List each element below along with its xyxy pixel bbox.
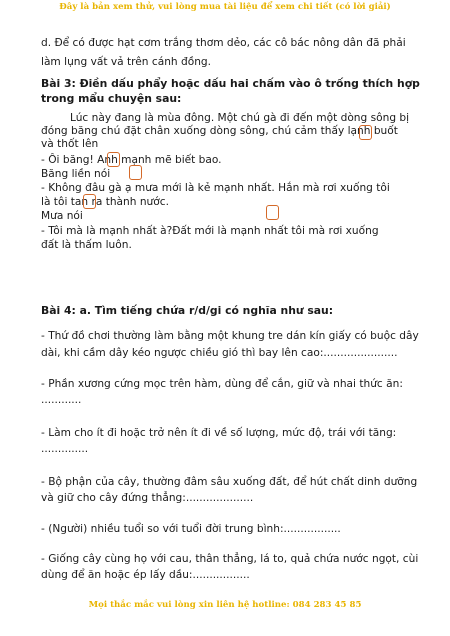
hotline-footer: Mọi thắc mắc vui lòng xin liên hệ hotline: 084 283 45 85: [88, 600, 362, 610]
bai4-item-line: và giữ cho cây đứng thẳng:....................: [41, 492, 254, 504]
story-line: Băng liền nói: [41, 168, 111, 180]
story-line: đóng băng chú đặt chân xuống dòng sông, chú cảm thấy lạnh buốt: [41, 125, 398, 137]
blank-box-5[interactable]: [266, 205, 279, 220]
story-line: và thốt lên: [41, 138, 99, 150]
blank-box-2[interactable]: [107, 152, 120, 167]
bai4-item-line: - Phần xương cứng mọc trên hàm, dùng để cắn, giữ và nhai thức ăn:: [41, 378, 403, 390]
bai4-item-line: - Làm cho ít đi hoặc trở nên ít đi về số lượng, mức độ, trái với tăng:: [41, 427, 397, 439]
bai3-title-line-2: trong mẩu chuyện sau:: [41, 92, 182, 105]
story-line: là tôi tan ra thành nước.: [41, 196, 169, 208]
bai4-item-line: - Bộ phận của cây, thường đâm sâu xuống đất, để hút chất dinh dưỡng: [41, 476, 418, 488]
intro-line-1: d. Để có được hạt cơm trắng thơm dẻo, các cô bác nông dân đã phải: [41, 37, 406, 49]
preview-header: Đây là bản xem thử, vui lòng mua tài liệu để xem chi tiết (có lời giải): [59, 2, 391, 12]
bai4-item-line: ............: [41, 394, 82, 406]
blank-box-1[interactable]: [359, 125, 372, 140]
bai4-item-line: dùng để ăn hoặc ép lấy dầu:.................: [41, 569, 250, 581]
story-line: đất là thấm luôn.: [41, 239, 132, 251]
intro-line-2: làm lụng vất vả trên cánh đồng.: [41, 56, 211, 68]
story-line: Lúc này đang là mùa đông. Một chú gà đi đến một dòng sông bị: [70, 112, 410, 124]
bai4-item-line: - (Người) nhiều tuổi so với tuổi đời trung bình:.................: [41, 523, 341, 535]
bai3-title-line-1: Bài 3: Điền dấu phẩy hoặc dấu hai chấm vào ô trống thích hợp: [41, 77, 420, 90]
bai4-item-line: dài, khi cầm dây kéo ngược chiều gió thì bay lên cao:......................: [41, 347, 398, 359]
blank-box-4[interactable]: [83, 194, 96, 209]
blank-box-3[interactable]: [129, 165, 142, 180]
story-line: - Không đâu gà ạ mưa mới là kẻ mạnh nhất. Hắn mà rơi xuống tôi: [41, 182, 390, 194]
story-line: - Ôi băng! Anh mạnh mẽ biết bao.: [41, 154, 222, 166]
bai4-item-line: - Thứ đồ chơi thường làm bằng một khung tre dán kín giấy có buộc dây: [41, 330, 419, 342]
story-line: Mưa nói: [41, 210, 83, 222]
story-line: - Tôi mà là mạnh nhất à?Đất mới là mạnh nhất tôi mà rơi xuống: [41, 225, 379, 237]
bai4-item-line: ..............: [41, 443, 89, 455]
bai4-title: Bài 4: a. Tìm tiếng chứa r/d/gi có nghĩa như sau:: [41, 304, 334, 317]
bai4-item-line: - Giống cây cùng họ với cau, thân thẳng, lá to, quả chứa nước ngọt, cùi: [41, 553, 419, 565]
